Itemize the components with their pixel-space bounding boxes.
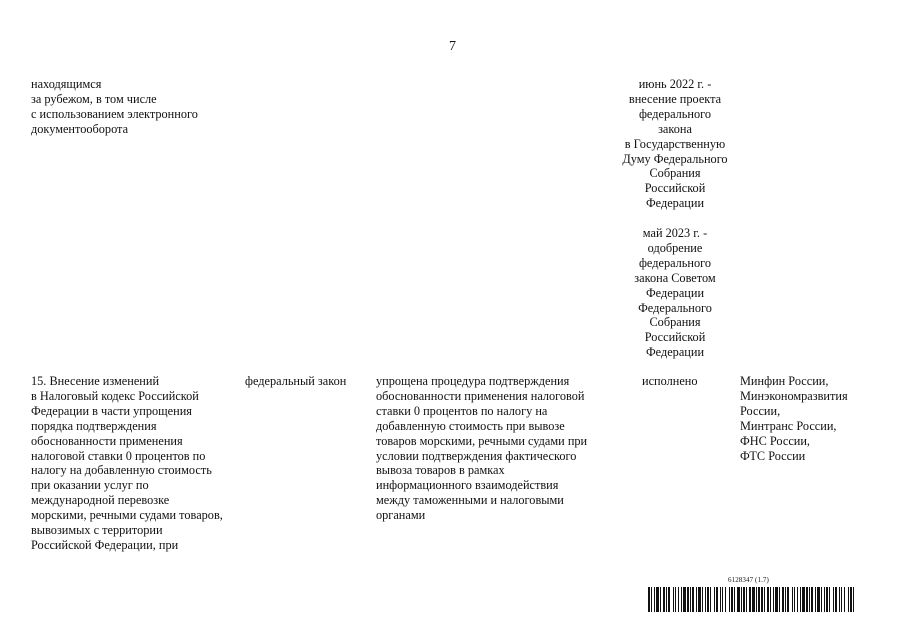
text-line: Федерации: [645, 285, 705, 300]
text-line: федерального: [638, 255, 712, 270]
text-line: морскими, речными судами товаров,: [31, 508, 223, 523]
continued-row-deadlines: [600, 77, 750, 360]
text-line: документооборота: [31, 121, 129, 136]
text-line: июнь 2022 г. -: [638, 77, 712, 91]
row-15-status: [642, 374, 698, 389]
text-line: обоснованности применения налоговой: [376, 388, 585, 403]
text-line: федерального: [638, 106, 712, 121]
text-line: Собрания: [649, 166, 701, 181]
page-number: 7: [449, 39, 456, 54]
row-15-expected-result: [376, 374, 606, 523]
text-line: условии подтверждения фактического: [376, 448, 577, 463]
text-line: ФТС России: [740, 448, 806, 463]
row-15-measure: [31, 374, 241, 553]
text-line: Думу Федерального: [622, 151, 728, 166]
text-line: май 2023 г. -: [642, 226, 708, 241]
continued-row-description: [31, 77, 241, 137]
text-line: информационного взаимодействия: [376, 478, 559, 493]
text-line: одобрение: [647, 240, 703, 255]
text-line: федеральный закон: [245, 374, 347, 388]
row-15-responsible: [740, 374, 880, 463]
text-line: Минэкономразвития: [740, 388, 848, 403]
text-line: за рубежом, в том числе: [31, 91, 157, 106]
text-line: вывозимых с территории: [31, 523, 163, 538]
text-line: добавленную стоимость при вывозе: [376, 418, 565, 433]
text-line: исполнено: [642, 374, 698, 388]
text-line: ФНС России,: [740, 433, 811, 448]
text-line: в Государственную: [624, 136, 726, 151]
row-15-document-type: [245, 374, 346, 389]
text-line: вывоза товаров в рамках: [376, 463, 505, 478]
text-line: в Налоговый кодекс Российской: [31, 388, 199, 403]
text-line: международной перевозке: [31, 493, 170, 508]
text-line: упрощена процедура подтверждения: [376, 374, 570, 388]
text-line: налоговой ставки 0 процентов по: [31, 448, 206, 463]
text-line: Собрания: [649, 315, 701, 330]
text-line: при оказании услуг по: [31, 478, 149, 493]
text-line: Российской: [644, 330, 706, 345]
text-line: товаров морскими, речными судами при: [376, 433, 588, 448]
barcode-label: 6128347 (1.7): [728, 576, 769, 584]
text-line: органами: [376, 508, 426, 523]
text-line: Российской Федерации, при: [31, 537, 179, 552]
text-line: внесение проекта: [628, 91, 722, 106]
text-line: Российской: [644, 181, 706, 196]
text-line: Федерального: [638, 300, 712, 315]
text-line: порядка подтверждения: [31, 418, 157, 433]
text-line: с использованием электронного: [31, 106, 198, 121]
text-line: России,: [740, 403, 781, 418]
text-line: 15. Внесение изменений: [31, 374, 160, 388]
text-line: закона: [658, 121, 692, 136]
text-line: находящимся: [31, 77, 102, 91]
text-line: Минфин России,: [740, 374, 829, 388]
text-line: между таможенными и налоговыми: [376, 493, 564, 508]
text-line: Федерации: [645, 196, 705, 211]
barcode-icon: [648, 587, 856, 612]
text-line: налогу на добавленную стоимость: [31, 463, 212, 478]
text-line: ставки 0 процентов по налогу на: [376, 403, 548, 418]
text-line: Федерации в части упрощения: [31, 403, 192, 418]
text-line: Минтранс России,: [740, 418, 837, 433]
text-line: закона Советом: [634, 270, 716, 285]
text-line: обоснованности применения: [31, 433, 183, 448]
text-line: Федерации: [645, 345, 705, 360]
